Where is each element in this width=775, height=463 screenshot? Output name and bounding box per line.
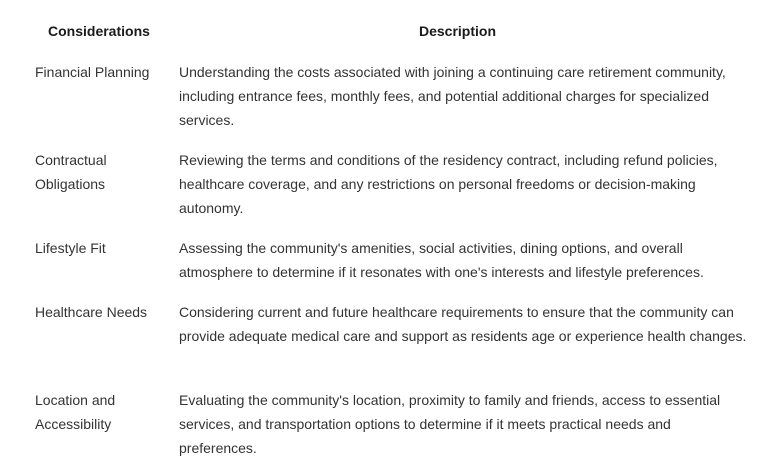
header-description: Description	[419, 23, 497, 39]
table-header-row	[0, 0, 775, 60]
consideration-cell: Contractual Obligations	[35, 152, 107, 192]
consideration-cell: Healthcare Needs	[35, 304, 148, 320]
description-cell: Assessing the community's amenities, social activities, dining options, and overall atmosphere to determine if it resonates with one's interests and lifestyle preferences.	[179, 240, 704, 280]
consideration-cell: Lifestyle Fit	[35, 240, 106, 256]
description-cell: Evaluating the community's location, proximity to family and friends, access to essential services, and transportation options to determine if it meets practical needs and preferences.	[179, 392, 721, 456]
description-cell: Considering current and future healthcare requirements to ensure that the community can provide adequate medical care and support as residents age or experience health changes.	[179, 304, 747, 344]
header-considerations: Considerations	[48, 23, 150, 39]
description-cell: Reviewing the terms and conditions of the residency contract, including refund policies, healthcare coverage, and any restrictions on personal freedoms or decision-making autonomy.	[179, 152, 718, 216]
consideration-cell: Financial Planning	[35, 64, 150, 80]
description-cell: Understanding the costs associated with joining a continuing care retirement community, including entrance fees, monthly fees, and potential additional charges for specialized services.	[179, 64, 726, 128]
consideration-cell: Location and Accessibility	[35, 392, 116, 432]
